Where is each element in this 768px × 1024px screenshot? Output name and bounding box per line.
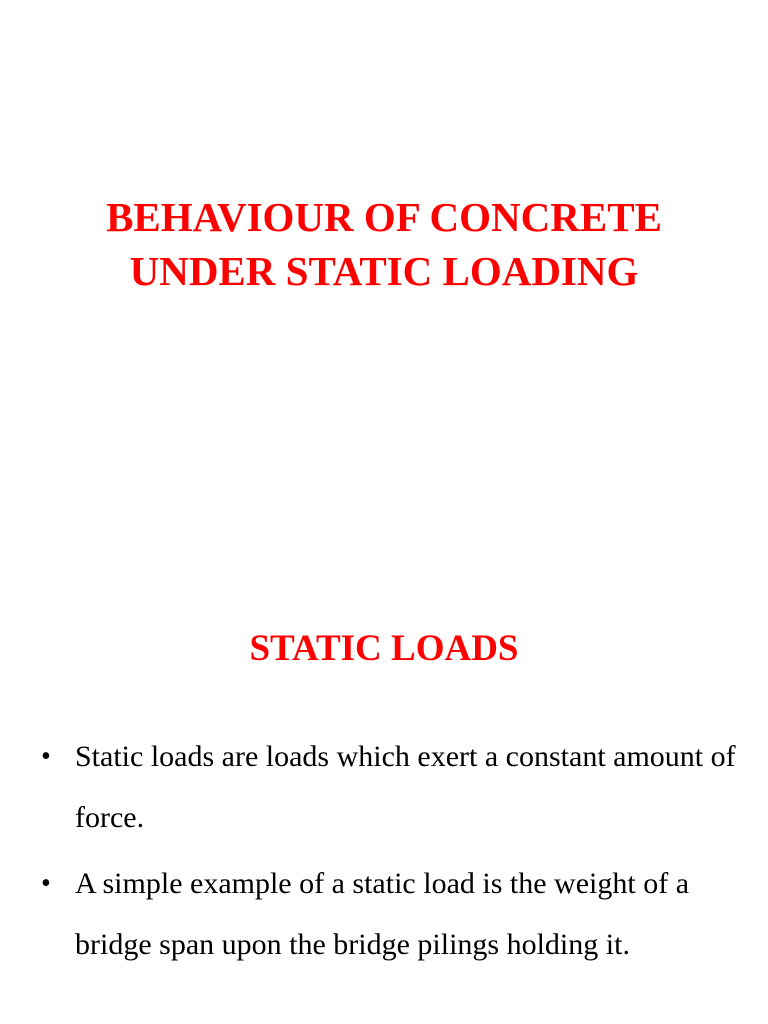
slide-title: [0, 190, 768, 298]
slide-title-line-2: UNDER STATIC LOADING: [129, 248, 639, 294]
slide-title-line-1: BEHAVIOUR OF CONCRETE: [106, 194, 662, 240]
section-title: STATIC LOADS: [249, 628, 519, 669]
bullet-icon: •: [41, 741, 51, 772]
bullet-list: [0, 726, 768, 980]
bullet-item: [0, 726, 768, 848]
bullet-item: [0, 853, 768, 975]
bullet-text: A simple example of a static load is the weight of a bridge span upon the bridge pilings holding it.: [75, 867, 690, 961]
bullet-text: Static loads are loads which exert a constant amount of force.: [75, 740, 736, 834]
content-slide: [0, 576, 768, 1024]
bullet-icon: •: [41, 868, 51, 899]
